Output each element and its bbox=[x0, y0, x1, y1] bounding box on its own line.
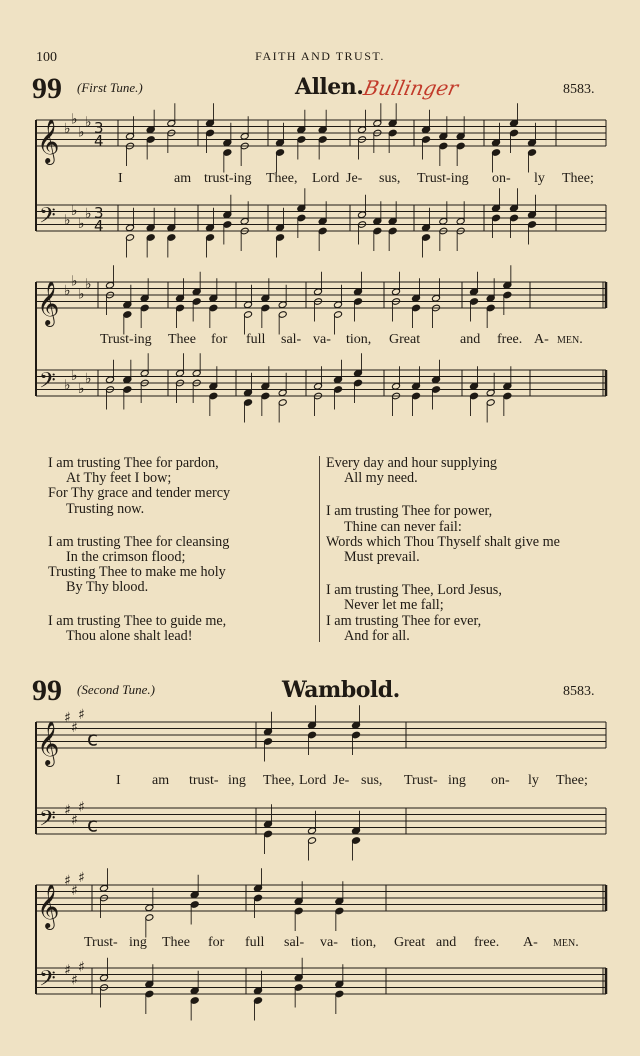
lyric-syllable: Thee; bbox=[556, 773, 588, 788]
lyric-syllable: Thee, bbox=[263, 773, 295, 788]
time-signature: c bbox=[87, 812, 98, 837]
meter: 8583. bbox=[563, 82, 595, 97]
treble-clef: 𝄞 bbox=[37, 884, 60, 928]
lyric-syllable: Je- bbox=[346, 171, 363, 186]
time-signature: 4 bbox=[94, 217, 104, 235]
time-signature: c bbox=[87, 726, 98, 751]
lyric-syllable: men. bbox=[553, 935, 579, 950]
lyrics-row bbox=[0, 171, 640, 189]
handwritten-annotation: Bullinger bbox=[361, 76, 461, 100]
verse-line: Trusting now. bbox=[66, 500, 145, 517]
lyrics-row bbox=[0, 935, 640, 953]
bass-clef: 𝄢 bbox=[39, 203, 56, 234]
lyric-syllable: Trust- bbox=[84, 935, 118, 950]
lyrics-row bbox=[0, 773, 640, 791]
lyric-syllable: and bbox=[436, 935, 457, 950]
lyric-syllable: am bbox=[174, 171, 192, 186]
bass-clef: 𝄢 bbox=[39, 806, 56, 837]
key-signature-accidental: ♯ bbox=[71, 882, 78, 899]
key-signature-accidental: ♭ bbox=[71, 111, 78, 128]
tune-name-second: Wambold. bbox=[282, 677, 400, 703]
key-signature-accidental: ♯ bbox=[71, 719, 78, 736]
treble-clef: 𝄞 bbox=[37, 281, 60, 325]
lyric-syllable: ly bbox=[534, 171, 545, 186]
lyric-syllable: I bbox=[118, 171, 123, 186]
lyric-syllable: free. bbox=[474, 935, 500, 950]
page-number: 100 bbox=[36, 50, 57, 65]
meter-second: 8583. bbox=[563, 684, 595, 699]
time-signature: 3 bbox=[94, 204, 104, 222]
lyric-syllable: Great bbox=[389, 332, 421, 347]
key-signature-accidental: ♭ bbox=[64, 377, 71, 394]
lyric-syllable: tion, bbox=[351, 935, 377, 950]
treble-clef: 𝄞 bbox=[37, 721, 60, 765]
lyric-syllable: Trust-ing bbox=[417, 171, 469, 186]
lyric-syllable: ing bbox=[129, 935, 147, 950]
lyric-syllable: full bbox=[246, 332, 266, 347]
lyric-syllable: free. bbox=[497, 332, 523, 347]
verse-line: Thine can never fail: bbox=[344, 518, 462, 535]
lyric-syllable: va- bbox=[313, 332, 331, 347]
key-signature-accidental: ♭ bbox=[64, 283, 71, 299]
key-signature-accidental: ♯ bbox=[78, 799, 85, 816]
verse-line: For Thy grace and tender mercy bbox=[48, 485, 231, 502]
verse-line: And for all. bbox=[344, 627, 410, 644]
lyric-syllable: Lord bbox=[299, 773, 327, 788]
key-signature-accidental: ♯ bbox=[64, 962, 71, 979]
tune-name: Allen. bbox=[295, 74, 364, 100]
key-signature-accidental: ♭ bbox=[64, 212, 71, 229]
lyric-syllable: trust- bbox=[189, 773, 219, 788]
key-signature-accidental: ♯ bbox=[64, 710, 71, 726]
key-signature-accidental: ♭ bbox=[71, 273, 78, 290]
key-signature-accidental: ♭ bbox=[78, 380, 85, 397]
lyric-syllable: Thee bbox=[162, 935, 190, 950]
lyric-syllable: ing bbox=[228, 773, 246, 788]
lyric-syllable: am bbox=[152, 773, 170, 788]
verse-line: I am trusting Thee for ever, bbox=[326, 612, 482, 629]
key-signature-accidental: ♭ bbox=[78, 215, 85, 232]
time-signature: 4 bbox=[94, 132, 104, 150]
lyric-syllable: on- bbox=[492, 171, 511, 186]
lyric-syllable: Trust- bbox=[404, 773, 438, 788]
verse-line: At Thy feet I bow; bbox=[66, 470, 172, 487]
lyric-syllable: Thee bbox=[168, 332, 196, 347]
verse-line: Every day and hour supplying bbox=[326, 455, 498, 471]
key-signature-accidental: ♯ bbox=[64, 873, 71, 889]
key-signature-accidental: ♯ bbox=[78, 959, 85, 976]
key-signature-accidental: ♭ bbox=[71, 202, 78, 219]
running-head: FAITH AND TRUST. bbox=[255, 49, 385, 63]
treble-clef: 𝄞 bbox=[37, 119, 60, 163]
verse-line: I am trusting Thee, Lord Jesus, bbox=[326, 582, 502, 599]
lyric-syllable: for bbox=[208, 935, 225, 950]
verse-line: Trusting Thee to make me holy bbox=[48, 564, 226, 581]
verse-line: Never let me fall; bbox=[344, 597, 444, 614]
lyric-syllable: tion, bbox=[346, 332, 372, 347]
verse-line: I am trusting Thee to guide me, bbox=[48, 612, 227, 629]
lyric-syllable: Thee; bbox=[562, 171, 594, 186]
lyric-syllable: for bbox=[211, 332, 228, 347]
key-signature-accidental: ♭ bbox=[85, 371, 92, 387]
lyric-syllable: ing bbox=[448, 773, 466, 788]
column-divider bbox=[319, 456, 320, 642]
key-signature-accidental: ♯ bbox=[71, 972, 78, 989]
lyric-syllable: men. bbox=[557, 332, 583, 347]
key-signature-accidental: ♯ bbox=[71, 812, 78, 829]
key-signature-accidental: ♭ bbox=[85, 206, 92, 222]
key-signature-accidental: ♭ bbox=[78, 124, 85, 141]
key-signature-accidental: ♭ bbox=[85, 114, 92, 131]
key-signature-accidental: ♭ bbox=[71, 367, 78, 384]
verse-line: I am trusting Thee for cleansing bbox=[48, 533, 230, 550]
lyric-syllable: on- bbox=[491, 773, 510, 788]
lyric-syllable: trust-ing bbox=[204, 171, 252, 186]
verse-line: I am trusting Thee for power, bbox=[326, 503, 493, 520]
lyric-syllable: Trust-ing bbox=[100, 332, 152, 347]
lyric-syllable: I bbox=[116, 773, 121, 788]
lyric-syllable: Thee, bbox=[266, 171, 298, 186]
key-signature-accidental: ♭ bbox=[85, 276, 92, 293]
lyric-syllable: va- bbox=[320, 935, 338, 950]
verse-line: All my need. bbox=[344, 470, 418, 487]
lyric-syllable: sal- bbox=[284, 935, 305, 950]
bass-clef: 𝄢 bbox=[39, 966, 56, 997]
lyric-syllable: full bbox=[245, 935, 265, 950]
hymn-number: 99 bbox=[32, 72, 62, 105]
lyric-syllable: Great bbox=[394, 935, 426, 950]
tune-label: (First Tune.) bbox=[77, 80, 143, 95]
verse-line: Words which Thou Thyself shalt give me bbox=[326, 533, 560, 550]
verses-right-column bbox=[326, 456, 560, 644]
verses-left-column bbox=[48, 456, 230, 644]
verse-line: In the crimson flood; bbox=[66, 549, 186, 566]
lyric-syllable: ly bbox=[528, 773, 539, 788]
lyrics-row bbox=[0, 332, 640, 350]
verse-line: I am trusting Thee for pardon, bbox=[48, 455, 219, 471]
lyric-syllable: sal- bbox=[281, 332, 302, 347]
lyric-syllable: A- bbox=[534, 332, 549, 347]
lyric-syllable: Je- bbox=[333, 773, 350, 788]
verse-line: Must prevail. bbox=[344, 549, 420, 566]
key-signature-accidental: ♯ bbox=[78, 869, 85, 886]
lyric-syllable: sus, bbox=[379, 171, 401, 186]
lyric-syllable: A- bbox=[523, 935, 538, 950]
lyric-syllable: and bbox=[460, 332, 481, 347]
key-signature-accidental: ♭ bbox=[64, 121, 71, 137]
lyric-syllable: sus, bbox=[361, 773, 383, 788]
time-signature: 3 bbox=[94, 119, 104, 137]
key-signature-accidental: ♯ bbox=[78, 706, 85, 723]
lyric-syllable: Lord bbox=[312, 171, 340, 186]
key-signature-accidental: ♯ bbox=[64, 802, 71, 819]
verse-line: By Thy blood. bbox=[66, 579, 149, 596]
key-signature-accidental: ♭ bbox=[78, 286, 85, 303]
verse-line: Thou alone shalt lead! bbox=[66, 627, 193, 644]
tune-label-second: (Second Tune.) bbox=[77, 682, 155, 697]
hymn-number-second: 99 bbox=[32, 674, 62, 707]
bass-clef: 𝄢 bbox=[39, 368, 56, 399]
